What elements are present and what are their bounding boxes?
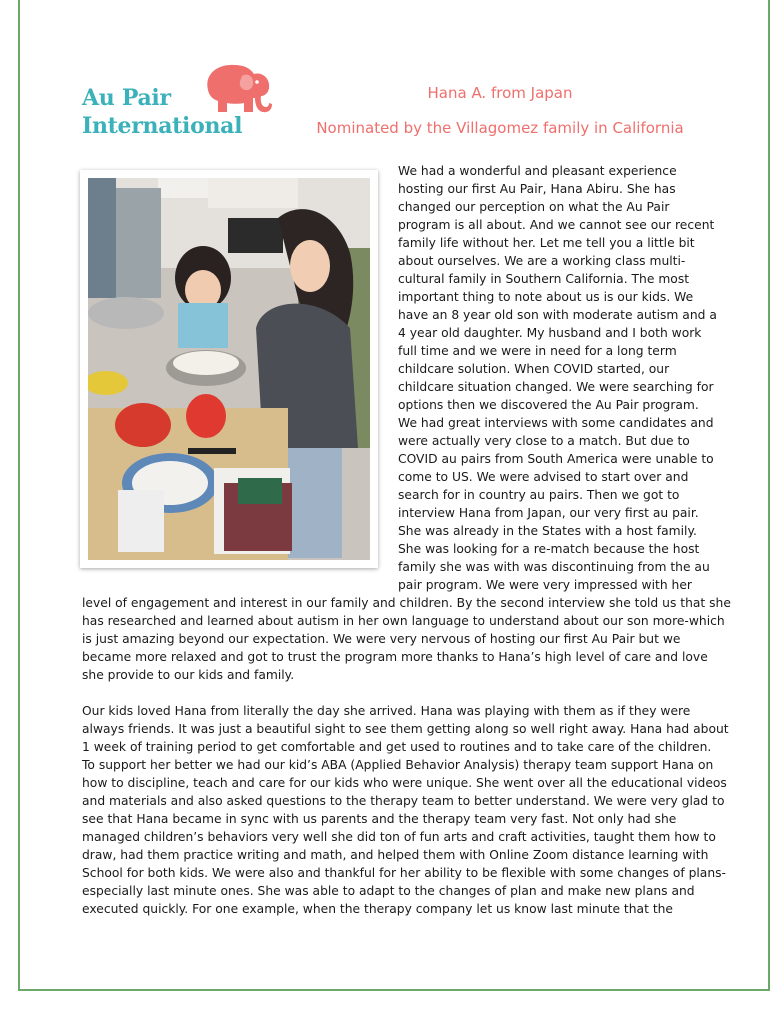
- text-line: and materials and also asked questions to the therapy team to better understand. We were very glad to: [82, 794, 725, 808]
- paragraph-1-full: [82, 594, 731, 684]
- logo-line-1: Au Pair: [82, 85, 171, 111]
- text-line: hosting our first Au Pair, Hana Abiru. She has: [398, 182, 676, 196]
- text-line: cultural family in Southern California. The most: [398, 272, 690, 286]
- text-line: became more relaxed and got to trust the program more thanks to Hana’s high level of care and love: [82, 650, 708, 664]
- paragraph-1-wrap: [398, 162, 733, 594]
- text-line: Our kids loved Hana from literally the day she arrived. Hana was playing with them as if they were: [82, 704, 691, 718]
- text-line: options then we discovered the Au Pair program.: [398, 398, 699, 412]
- text-line: always friends. It was just a beautiful sight to see them getting along so well right away. Hana had about: [82, 722, 729, 736]
- text-line: program is all about. And we cannot see our recent: [398, 218, 715, 232]
- text-line: has researched and learned about autism in her own language to understand about our son more-which: [82, 614, 725, 628]
- text-line: level of engagement and interest in our family and children. By the second interview she told us that she: [82, 596, 731, 610]
- text-line: she provide to our kids and family.: [82, 668, 295, 682]
- text-line: She was already in the States with a host family.: [398, 524, 697, 538]
- text-line: search for in country au pairs. Then we got to: [398, 488, 680, 502]
- text-line: especially last minute ones. She was able to adapt to the changes of plan and make new plans and: [82, 884, 695, 898]
- au-pair-name: Hana A. from Japan: [427, 84, 573, 102]
- nominated-by: Nominated by the Villagomez family in California: [316, 119, 684, 137]
- text-line: about ourselves. We are a working class multi-: [398, 254, 686, 268]
- text-line: family she was with was discontinuing from the au: [398, 560, 710, 574]
- text-line: were actually very close to a match. But due to: [398, 434, 690, 448]
- text-line: School for both kids. We were also and thankful for her ability to be flexible with some changes of plans-: [82, 866, 726, 880]
- text-line: pair program. We were very impressed with her: [398, 578, 692, 592]
- text-line: executed quickly. For one example, when the therapy company let us know last minute that the: [82, 902, 673, 916]
- text-line: She was looking for a re-match because the host: [398, 542, 700, 556]
- text-line: We had great interviews with some candidates and: [398, 416, 714, 430]
- text-line: family life without her. Let me tell you a little bit: [398, 236, 695, 250]
- text-line: COVID au pairs from South America were unable to: [398, 452, 714, 466]
- photo-image: [88, 178, 370, 560]
- text-line: come to US. We were advised to start over and: [398, 470, 689, 484]
- au-pair-international-logo: [82, 60, 272, 144]
- text-line: have an 8 year old son with moderate autism and a: [398, 308, 717, 322]
- text-line: draw, had them practice writing and math, and helped them with Online Zoom distance learning with: [82, 848, 709, 862]
- text-line: important thing to note about us is our kids. We: [398, 290, 694, 304]
- text-line: 4 year old daughter. My husband and I both work: [398, 326, 702, 340]
- photo-frame: [80, 170, 378, 568]
- text-line: changed our perception on what the Au Pair: [398, 200, 670, 214]
- text-line: To support her better we had our kid’s ABA (Applied Behavior Analysis) therapy team support Hana on: [82, 758, 714, 772]
- logo-line-2: International: [82, 113, 243, 139]
- text-line: see that Hana became in sync with us parents and the therapy team very fast. Not only had she: [82, 812, 677, 826]
- text-line: how to discipline, teach and care for our kids who were unique. She went over all the educational videos: [82, 776, 727, 790]
- text-line: childcare solution. When COVID started, our: [398, 362, 670, 376]
- text-line: managed children’s behaviors very well she did ton of fun arts and craft activities, taught them how to: [82, 830, 716, 844]
- text-line: is just amazing beyond our expectation. We were very nervous of hosting our first Au Pair but we: [82, 632, 681, 646]
- paragraph-2: [82, 702, 729, 918]
- text-line: We had a wonderful and pleasant experience: [398, 164, 677, 178]
- text-line: full time and we were in need for a long term: [398, 344, 677, 358]
- text-line: interview Hana from Japan, our very first au pair.: [398, 506, 699, 520]
- text-line: 1 week of training period to get comfortable and get used to routines and to take care of the children.: [82, 740, 712, 754]
- text-line: childcare situation changed. We were searching for: [398, 380, 714, 394]
